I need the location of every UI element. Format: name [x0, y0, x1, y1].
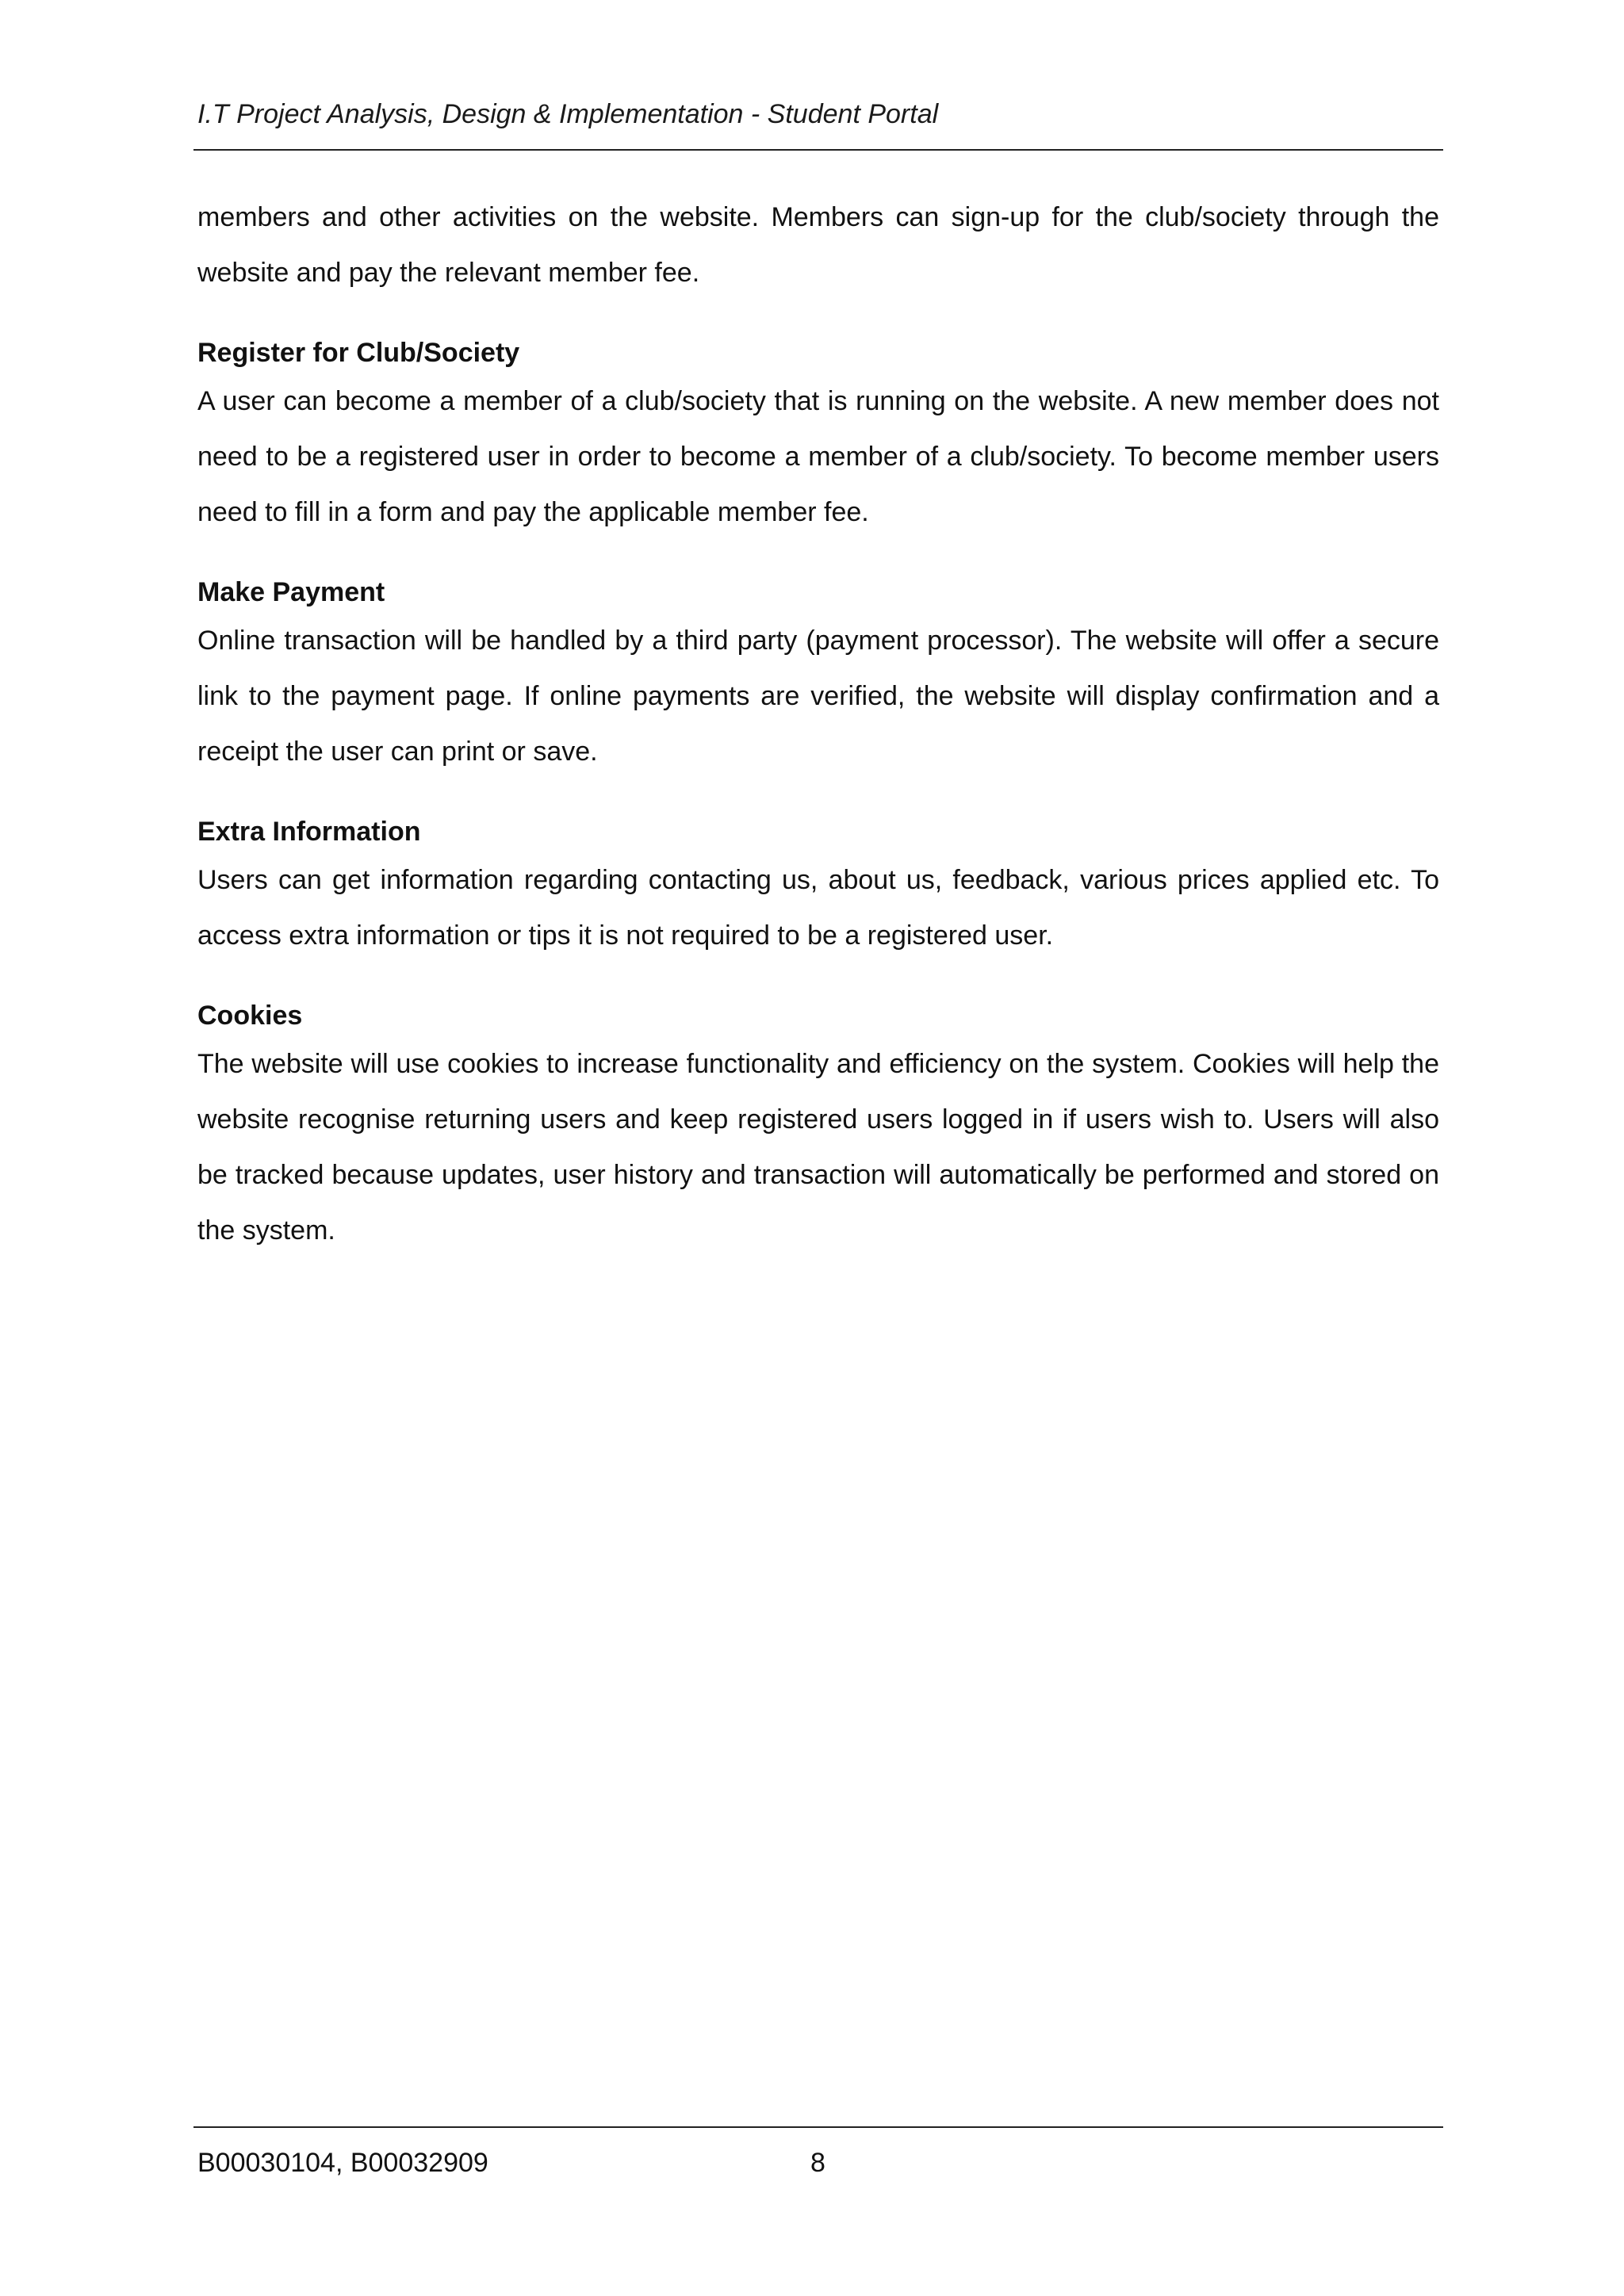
section-extra-information [197, 811, 1439, 963]
intro-paragraph: members and other activities on the website. Members can sign-up for the club/society through the website and pay the relevant member fee. [197, 202, 1439, 288]
section-body: Users can get information regarding contacting us, about us, feedback, various prices applied etc. To access extra information or tips it is not required to be a registered user. [197, 865, 1439, 951]
section-heading: Make Payment [197, 577, 385, 607]
footer-rule [193, 2126, 1443, 2128]
section-cookies [197, 995, 1439, 1258]
section-body: A user can become a member of a club/society that is running on the website. A new member does not need to be a registered user in order to become a member of a club/society. To become member users need to fill in a form and pay the applicable member fee. [197, 386, 1439, 527]
section-body: The website will use cookies to increase functionality and efficiency on the system. Cookies will help the website recognise returning users and keep registered users logged in if users wish to. Users will also be tracked because updates, user history and transaction will automatically be performed and stored on the system. [197, 1049, 1439, 1246]
section-register-club [197, 332, 1439, 540]
section-heading: Cookies [197, 1001, 303, 1031]
section-heading: Extra Information [197, 817, 421, 847]
header-rule [193, 149, 1443, 151]
section-heading: Register for Club/Society [197, 338, 520, 368]
footer-student-ids: B00030104, B00032909 [197, 2148, 488, 2178]
running-header: I.T Project Analysis, Design & Implementation - Student Portal [197, 99, 939, 129]
section-make-payment [197, 572, 1439, 779]
page-number: 8 [810, 2148, 825, 2178]
page-content [197, 189, 1439, 1258]
section-body: Online transaction will be handled by a third party (payment processor). The website will offer a secure link to the payment page. If online payments are verified, the website will display confirmation and a receipt the user can print or save. [197, 626, 1439, 767]
